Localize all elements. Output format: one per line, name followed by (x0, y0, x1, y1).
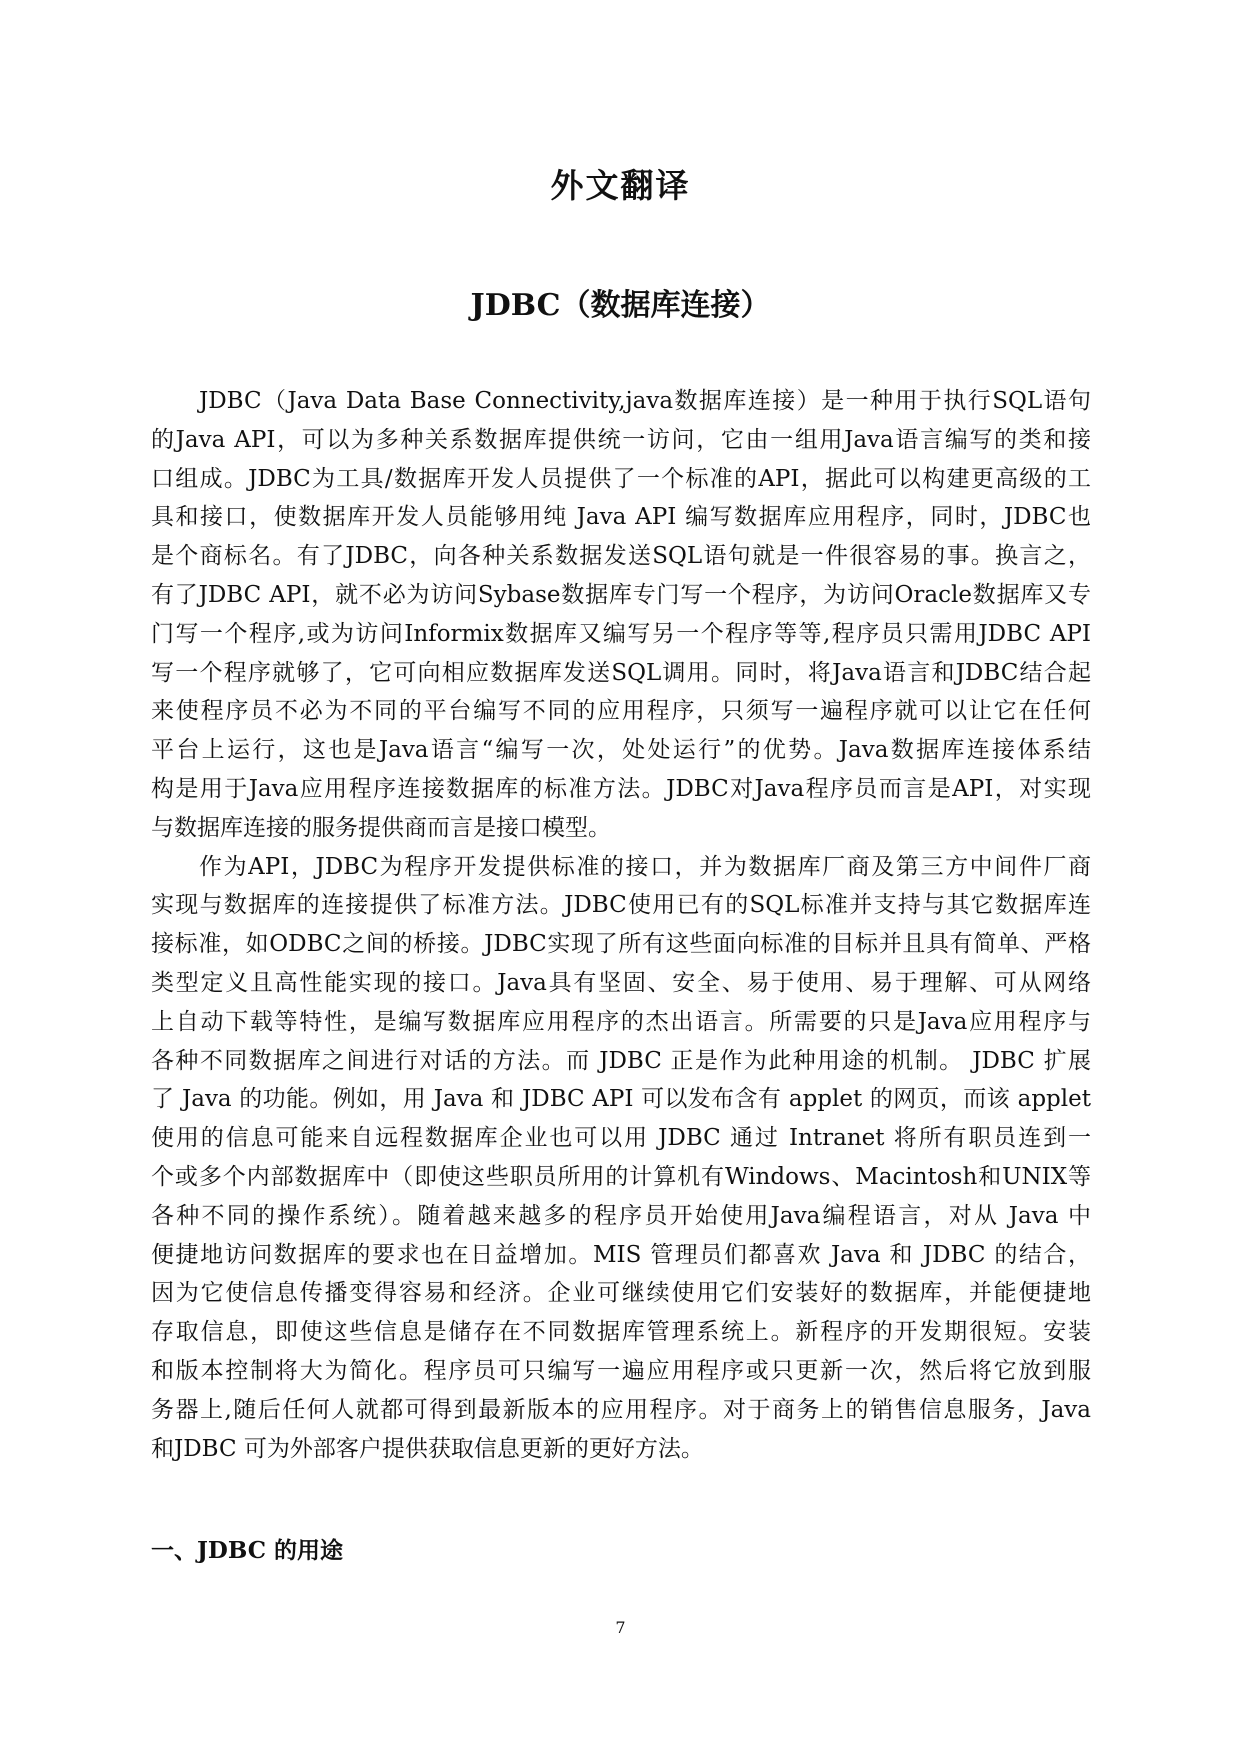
paragraph-line: 有了JDBC API，就不必为访问Sybase数据库专门写一个程序，为访问Oracle数据库又专 (151, 581, 1091, 608)
paragraph-line: 因为它使信息传播变得容易和经济。企业可继续使用它们安装好的数据库，并能便捷地 (151, 1280, 1091, 1307)
paragraph-line: 和JDBC 可为外部客户提供获取信息更新的更好方法。 (151, 1435, 704, 1462)
paragraph-line: 写一个程序就够了，它可向相应数据库发送SQL调用。同时，将Java语言和JDBC结合起 (151, 659, 1091, 686)
paragraph-line: 务器上,随后任何人就都可得到最新版本的应用程序。对于商务上的销售信息服务，Java (151, 1396, 1091, 1423)
paragraph-line: 存取信息，即使这些信息是储存在不同数据库管理系统上。新程序的开发期很短。安装 (151, 1319, 1091, 1346)
paragraph-line: 与数据库连接的服务提供商而言是接口模型。 (151, 814, 611, 841)
paragraph-line: 和版本控制将大为简化。程序员可只编写一遍应用程序或只更新一次，然后将它放到服 (151, 1357, 1091, 1384)
paragraph-line: 来使程序员不必为不同的平台编写不同的应用程序，只须写一遍程序就可以让它在任何 (151, 698, 1091, 725)
page-title: 外文翻译 (550, 166, 691, 205)
paragraph-2 (151, 848, 1091, 1469)
paragraph-line: 平台上运行，这也是Java语言“编写一次，处处运行”的优势。Java数据库连接体系结 (151, 737, 1091, 764)
paragraph-1 (151, 382, 1091, 848)
paragraph-line: 具和接口，使数据库开发人员能够用纯 Java API 编写数据库应用程序，同时，JDBC也 (151, 504, 1091, 531)
paragraph-line: 口组成。JDBC为工具/数据库开发人员提供了一个标准的API，据此可以构建更高级的工 (151, 465, 1091, 492)
paragraph-line: 个或多个内部数据库中（即使这些职员所用的计算机有Windows、Macintosh和UNIX等 (151, 1163, 1091, 1190)
paragraph-line: 构是用于Java应用程序连接数据库的标准方法。JDBC对Java程序员而言是API，对实现 (151, 775, 1091, 802)
paragraph-line: 是个商标名。有了JDBC，向各种关系数据发送SQL语句就是一件很容易的事。换言之， (151, 543, 1091, 570)
paragraph-line: 各种不同数据库之间进行对话的方法。而 JDBC 正是作为此种用途的机制。 JDBC 扩展 (151, 1047, 1091, 1074)
page-number: 7 (615, 1618, 626, 1637)
paragraph-line: 接标准，如ODBC之间的桥接。JDBC实现了所有这些面向标准的目标并且具有简单、严格 (151, 931, 1091, 958)
paragraph-line: JDBC（Java Data Base Connectivity,java数据库连接）是一种用于执行SQL语句 (199, 388, 1091, 414)
section-heading: 一、JDBC 的用途 (151, 1537, 344, 1564)
paragraph-line: 门写一个程序,或为访问Informix数据库又编写另一个程序等等,程序员只需用JDBC API (151, 620, 1091, 647)
paragraph-line: 的Java API，可以为多种关系数据库提供统一访问，它由一组用Java语言编写的类和接 (151, 426, 1091, 453)
paragraph-line: 各种不同的操作系统）。随着越来越多的程序员开始使用Java编程语言，对从 Java 中 (151, 1202, 1091, 1229)
article-title: JDBC（数据库连接） (470, 288, 771, 323)
paragraph-line: 实现与数据库的连接提供了标准方法。JDBC使用已有的SQL标准并支持与其它数据库连 (151, 892, 1091, 919)
paragraph-line: 类型定义且高性能实现的接口。Java具有坚固、安全、易于使用、易于理解、可从网络 (151, 969, 1091, 996)
paragraph-line: 上自动下载等特性，是编写数据库应用程序的杰出语言。所需要的只是Java应用程序与 (151, 1008, 1091, 1035)
paragraph-line: 便捷地访问数据库的要求也在日益增加。MIS 管理员们都喜欢 Java 和 JDBC 的结合， (151, 1241, 1091, 1268)
body-text (151, 382, 1091, 1468)
paragraph-line: 使用的信息可能来自远程数据库企业也可以用 JDBC 通过 Intranet 将所有职员连到一 (151, 1125, 1091, 1152)
paragraph-line: 了 Java 的功能。例如，用 Java 和 JDBC API 可以发布含有 applet 的网页，而该 applet (151, 1086, 1091, 1113)
paragraph-line: 作为API，JDBC为程序开发提供标准的接口，并为数据库厂商及第三方中间件厂商 (199, 853, 1091, 880)
